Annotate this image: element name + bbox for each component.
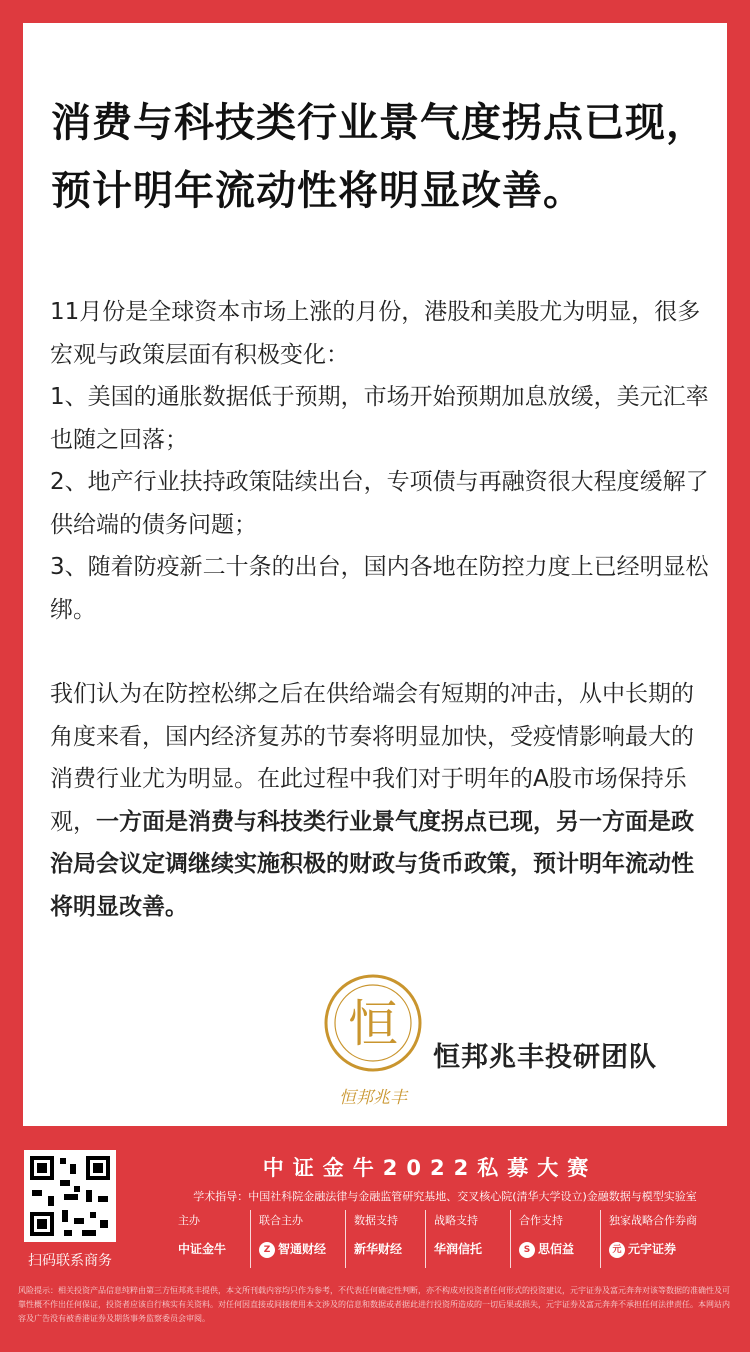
sponsor-name: S 思佰益 bbox=[519, 1240, 574, 1258]
sponsor-name: 中证金牛 bbox=[178, 1242, 227, 1256]
sponsor-name: 华润信托 bbox=[434, 1242, 483, 1256]
team-name: 恒邦兆丰投研团队 bbox=[433, 1042, 657, 1073]
headline: 消费与科技类行业景气度拐点已现，预计明年流动性将明显改善。 bbox=[51, 100, 707, 214]
sponsor-cooperation bbox=[510, 1210, 603, 1268]
sponsor-host bbox=[170, 1210, 262, 1268]
academic-guidance: 学术指导：中国社科院金融法律与金融监管研究基地、交叉核心院(清华大学设立)金融数据与模型实验室 bbox=[193, 1190, 697, 1203]
qr-code[interactable] bbox=[24, 1150, 116, 1242]
sponsor-name: 元 元宇证券 bbox=[609, 1240, 676, 1258]
article-body bbox=[50, 291, 710, 928]
sponsor-role: 独家战略合作券商 bbox=[609, 1214, 697, 1227]
paragraph-conclusion bbox=[50, 673, 710, 928]
qr-label: 扫码联系商务 bbox=[28, 1253, 112, 1269]
sponsor-broker bbox=[600, 1210, 731, 1268]
conclusion-plain-text: 我们认为在防控松绑之后在供给端会有短期的冲击，从中长期的角度来看，国内经济复苏的节奏将明显加快，受疫情影响最大的消费行业尤为明显。在此过程中我们对于明年的A股市场保持乐观， bbox=[50, 681, 694, 835]
sponsor-role: 战略支持 bbox=[434, 1214, 478, 1227]
sponsor-name: 新华财经 bbox=[354, 1242, 403, 1256]
content-card bbox=[23, 23, 727, 1126]
sponsor-strategic bbox=[425, 1210, 518, 1268]
logo-char: 恒 bbox=[348, 995, 398, 1053]
list-item-2: 2、地产行业扶持政策陆续出台，专项债与再融资很大程度缓解了供给端的债务问题； bbox=[50, 469, 709, 538]
sponsor-co-host bbox=[250, 1210, 343, 1268]
sponsor-role: 数据支持 bbox=[354, 1214, 398, 1227]
footer-banner bbox=[0, 1126, 750, 1352]
sponsor-name: Z 智通财经 bbox=[259, 1240, 326, 1258]
list-item-3: 3、随着防疫新二十条的出台，国内各地在防控力度上已经明显松绑。 bbox=[50, 554, 709, 623]
list-item-1: 1、美国的通胀数据低于预期，市场开始预期加息放缓，美元汇率也随之回落； bbox=[50, 384, 709, 453]
company-logo bbox=[321, 971, 426, 1111]
paragraph-intro: 11月份是全球资本市场上涨的月份，港股和美股尤为明显，很多宏观与政策层面有积极变化： bbox=[50, 299, 701, 368]
sponsor-role: 联合主办 bbox=[259, 1214, 303, 1227]
contest-title: 中证金牛2022私募大赛 bbox=[262, 1156, 598, 1180]
sponsor-role: 主办 bbox=[178, 1214, 200, 1227]
yuanyu-logo-icon: 元 bbox=[609, 1242, 625, 1258]
logo-caption: 恒邦兆丰 bbox=[339, 1088, 407, 1108]
sponsor-row bbox=[170, 1210, 740, 1270]
conclusion-bold-text: 一方面是消费与科技类行业景气度拐点已现，另一方面是政治局会议定调继续实施积极的财政与货币政策，预计明年流动性将明显改善。 bbox=[50, 808, 694, 920]
zhitong-logo-icon: Z bbox=[259, 1242, 275, 1258]
sponsor-role: 合作支持 bbox=[519, 1214, 563, 1227]
sibaiyi-logo-icon: S bbox=[519, 1242, 535, 1258]
risk-disclaimer: 风险提示：相关投资产品信息纯粹由第三方恒邦兆丰提供，本文所刊载内容均只作为参考，不代表任何确定性判断，亦不构成对投资者任何形式的投资建议，元宇证券及富元奔奔对该等数据的准确性及可靠性概不作出任何保证，投资者应该自行核实有关资料。对任何因直接或间接使用本文涉及的信息和数据或者据此进行投资所造成的一切后果或损失，元宇证券及富元奔奔不承担任何法律责任。本网站内容及广告没有被香港证券及期货事务监察委员会审阅。 bbox=[18, 1286, 730, 1323]
